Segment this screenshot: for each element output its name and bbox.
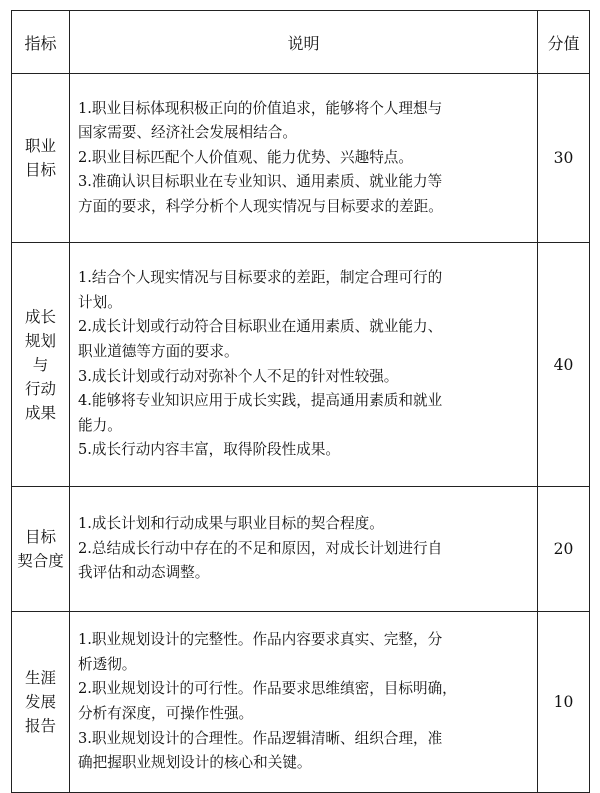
description-line: 能力。 xyxy=(78,416,122,434)
indicator-line: 生涯 xyxy=(24,669,56,687)
description-line: 2.职业目标匹配个人价值观、能力优势、兴趣特点。 xyxy=(78,148,413,166)
indicator-line: 职业 xyxy=(24,137,56,155)
score-cell: 20 xyxy=(538,487,590,612)
description-line: 3.准确认识目标职业在专业知识、通用素质、就业能力等 xyxy=(78,173,443,191)
indicator-line: 成果 xyxy=(24,403,56,422)
indicator-line: 契合度 xyxy=(17,552,64,570)
description-line: 2.职业规划设计的可行性。作品要求思维缜密，目标明确， xyxy=(78,680,457,698)
indicator-line: 成长 xyxy=(24,307,56,326)
score-cell: 10 xyxy=(538,612,590,793)
indicator-cell xyxy=(12,243,70,487)
indicator-line: 报告 xyxy=(24,717,56,735)
description-cell xyxy=(70,487,538,612)
scoring-table xyxy=(11,10,590,793)
description-line: 5.成长行动内容丰富，取得阶段性成果。 xyxy=(78,441,341,459)
indicator-line: 目标 xyxy=(24,161,56,179)
indicator-cell xyxy=(12,487,70,612)
indicator-cell xyxy=(12,74,70,243)
indicator-line: 与 xyxy=(32,355,49,374)
description-line: 3.职业规划设计的合理性。作品逻辑清晰、组织合理，准 xyxy=(78,729,443,747)
description-cell xyxy=(70,612,538,793)
description-cell xyxy=(70,74,538,243)
header-indicator: 指标 xyxy=(12,11,70,74)
description-line: 析透彻。 xyxy=(78,655,137,673)
table-row xyxy=(12,487,590,612)
description-line: 分析有深度，可操作性强。 xyxy=(78,705,254,722)
description-line: 1.职业目标体现积极正向的价值追求，能够将个人理想与 xyxy=(78,99,443,117)
table-row xyxy=(12,612,590,793)
description-line: 确把握职业规划设计的核心和关键。 xyxy=(78,754,312,772)
description-line: 1.成长计划和行动成果与职业目标的契合程度。 xyxy=(78,515,384,533)
description-line: 2.总结成长行动中存在的不足和原因，对成长计划进行自 xyxy=(78,539,443,557)
description-line: 3.成长计划或行动对弥补个人不足的针对性较强。 xyxy=(78,367,399,385)
indicator-line: 规划 xyxy=(24,331,56,350)
table-row xyxy=(12,74,590,243)
header-row xyxy=(12,11,590,74)
indicator-line: 发展 xyxy=(24,693,56,711)
indicator-line: 行动 xyxy=(24,379,56,398)
description-line: 2.成长计划或行动符合目标职业在通用素质、就业能力、 xyxy=(78,318,443,336)
description-line: 职业道德等方面的要求。 xyxy=(78,342,239,360)
description-line: 国家需要、经济社会发展相结合。 xyxy=(78,124,297,142)
description-line: 1.结合个人现实情况与目标要求的差距，制定合理可行的 xyxy=(78,269,443,287)
indicator-cell xyxy=(12,612,70,793)
header-score: 分值 xyxy=(538,11,590,74)
description-line: 方面的要求，科学分析个人现实情况与目标要求的差距。 xyxy=(78,197,443,215)
description-line: 计划。 xyxy=(78,293,122,311)
score-cell: 30 xyxy=(538,74,590,243)
description-line: 1.职业规划设计的完整性。作品内容要求真实、完整，分 xyxy=(78,631,443,649)
description-line: 我评估和动态调整。 xyxy=(78,564,210,582)
score-cell: 40 xyxy=(538,243,590,487)
indicator-line: 目标 xyxy=(24,528,56,546)
header-description: 说明 xyxy=(70,11,538,74)
description-cell xyxy=(70,243,538,487)
table-row xyxy=(12,243,590,487)
description-line: 4.能够将专业知识应用于成长实践，提高通用素质和就业 xyxy=(78,392,443,410)
